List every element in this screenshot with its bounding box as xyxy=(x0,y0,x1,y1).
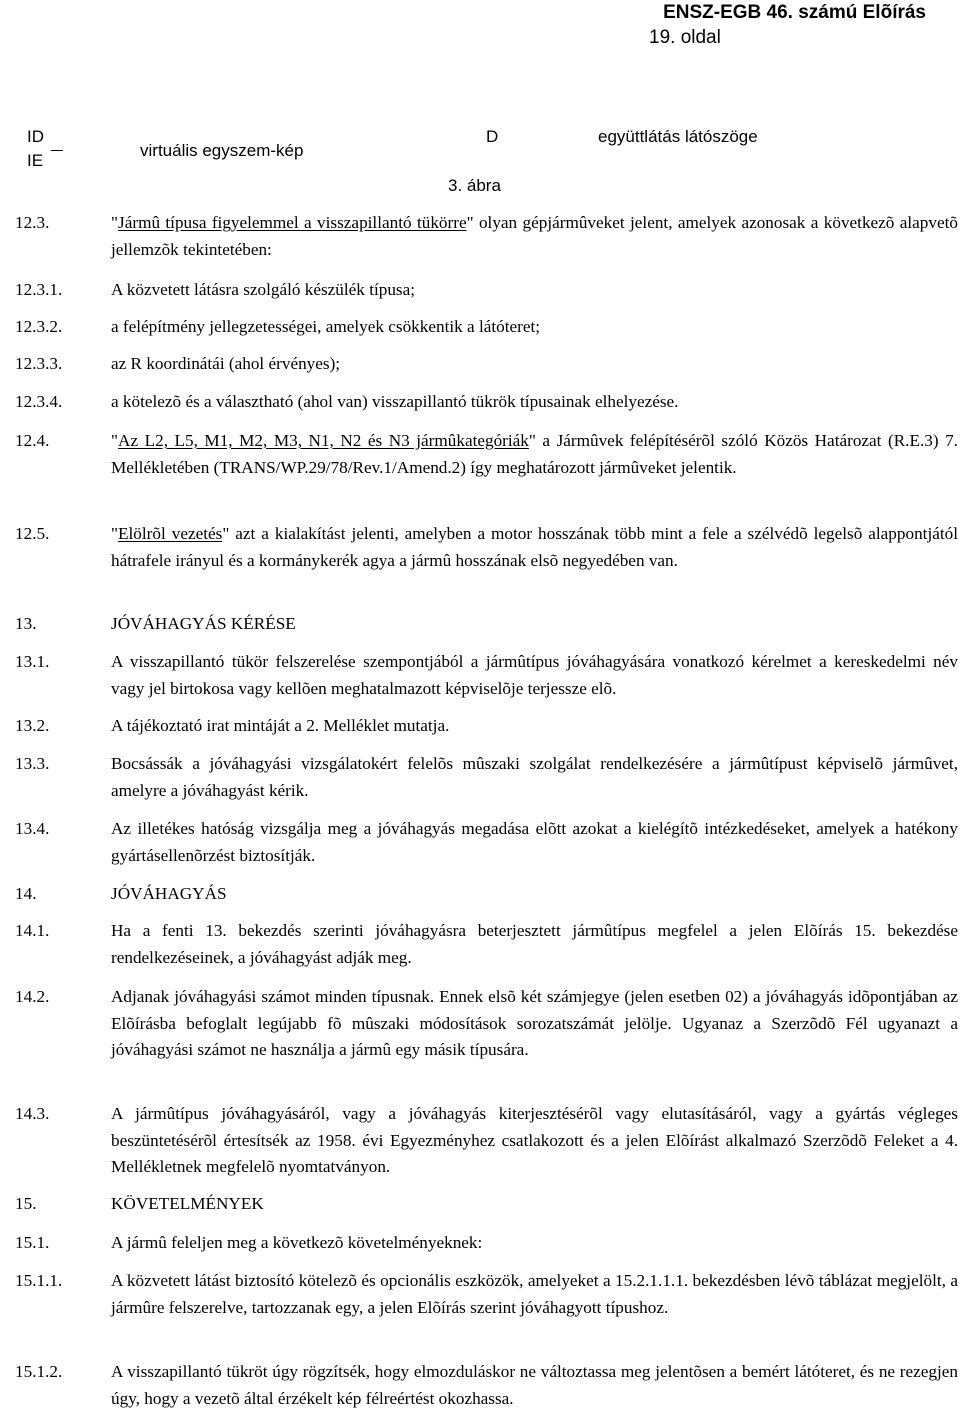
paragraph-number: 15.1.1. xyxy=(15,1271,63,1290)
paragraph-text: Az illetékes hatóság vizsgálja meg a jóváhagyás megadása elõtt azokat a kielégítõ intézkedéseket, amelyek a hatékony gyártásellenõrzést biztosítják. xyxy=(111,819,958,865)
section-heading: JÓVÁHAGYÁS xyxy=(111,884,227,903)
paragraph-number: 12.5. xyxy=(15,524,50,543)
paragraph-number: 15.1.2. xyxy=(15,1362,63,1381)
paragraph-number: 14.3. xyxy=(15,1104,50,1123)
paragraph-text: A visszapillantó tükör felszerelése szempontjából a jármûtípus jóváhagyására vonatkozó kérelmet a kereskedelmi név vagy jel birtokosa vagy kellõen meghatalmazott képviselõje terjessze elõ. xyxy=(111,652,958,698)
paragraph-text: A jármûtípus jóváhagyásáról, vagy a jóváhagyás kiterjesztésérõl vagy elutasításáról, vagy a gyártás végleges beszüntetésérõl értesítsék az 1958. évi Egyezményhez csatlakozott és a jelen Elõírást alkalmazó Szerzõdõ Feleket a 4. Mellékletnek megfelelõ nyomtatványon. xyxy=(111,1104,958,1177)
section-number: 15. xyxy=(15,1194,37,1213)
figure-label-binocular: együttlátás látószöge xyxy=(598,127,758,146)
paragraph-number: 12.3. xyxy=(15,213,50,232)
section-heading: JÓVÁHAGYÁS KÉRÉSE xyxy=(111,614,296,633)
paragraph-number: 13.2. xyxy=(15,716,50,735)
paragraph-text: A közvetett látásra szolgáló készülék típusa; xyxy=(111,280,416,299)
figure-dash xyxy=(51,150,63,151)
paragraph-text: A visszapillantó tükröt úgy rögzítsék, hogy elmozduláskor ne változtassa meg jelentõsen a bemért látóteret, és ne rezegjen úgy, hogy a vezetõ által érzékelt kép félreértést okozhassa. xyxy=(111,1362,958,1408)
paragraph-text: Adjanak jóváhagyási számot minden típusnak. Ennek elsõ két számjegye (jelen esetben 02) a jóváhagyás idõpontjában az Elõírásba befoglalt legújabb fõ mûszaki módosítások sorozatszámát jelölje. Ugyanaz a Szerzõdõ Fél ugyanazt a jóváhagyási számot ne használja a jármû egy másik típusára. xyxy=(111,987,958,1060)
figure-label-ie: IE xyxy=(27,151,44,170)
paragraph-text: A tájékoztató irat mintáját a 2. Melléklet mutatja. xyxy=(111,716,450,735)
paragraph-text: A közvetett látást biztosító kötelezõ és opcionális eszközök, amelyeket a 15.2.1.1.1. bekezdésben lévõ táblázat megjelölt, a jármûre felszerelve, tartozzanak egy, a jelen Elõírás szerint jóváhagyott típushoz. xyxy=(111,1271,958,1317)
paragraph-text: Bocsássák a jóváhagyási vizsgálatokért felelõs mûszaki szolgálat rendelkezésére a jármûtípust képviselõ jármûvet, amelyre a jóváhagyást kérik. xyxy=(111,754,958,800)
paragraph-text: az R koordinátái (ahol érvényes); xyxy=(111,354,341,373)
figure-label-id: ID xyxy=(27,127,44,146)
figure-label-virtual: virtuális egyszem-kép xyxy=(140,141,304,160)
paragraph-text: "Az L2, L5, M1, M2, M3, N1, N2 és N3 jármûkategóriák" a Jármûvek felépítésérõl szóló Közös Határozat (R.E.3) 7. Mellékletében (TRANS/WP.29/78/Rev.1/Amend.2) így meghatározott jármûveket jelentik. xyxy=(111,431,958,477)
paragraph-text: a felépítmény jellegzetességei, amelyek csökkentik a látóteret; xyxy=(111,317,541,336)
paragraph-text: A jármû feleljen meg a következõ követelményeknek: xyxy=(111,1233,483,1252)
section-heading: KÖVETELMÉNYEK xyxy=(111,1194,264,1213)
paragraph-number: 13.1. xyxy=(15,652,50,671)
paragraph-text: Ha a fenti 13. bekezdés szerinti jóváhagyásra beterjesztett jármûtípus megfelel a jelen Elõírás 15. bekezdése rendelkezéseinek, a jóváhagyást adják meg. xyxy=(111,921,958,967)
paragraph-number: 12.3.1. xyxy=(15,280,63,299)
defined-term: Az L2, L5, M1, M2, M3, N1, N2 és N3 jármûkategóriák xyxy=(118,431,529,450)
paragraph-number: 13.4. xyxy=(15,819,50,838)
paragraph-number: 15.1. xyxy=(15,1233,50,1252)
section-number: 14. xyxy=(15,884,37,903)
figure-label-d: D xyxy=(486,127,499,146)
paragraph-number: 12.3.3. xyxy=(15,354,63,373)
paragraph-text: "Elölrõl vezetés" azt a kialakítást jelenti, amelyben a motor hosszának több mint a fele a szélvédõ legelsõ alappontjától hátrafele irányul és a kormánykerék agya a jármû hosszának elsõ negyedében van. xyxy=(111,524,959,570)
defined-term: Jármû típusa figyelemmel a visszapillantó tükörre xyxy=(118,213,467,232)
page-number: 19. oldal xyxy=(649,27,721,48)
defined-term: Elölrõl vezetés xyxy=(118,524,223,543)
figure-caption: 3. ábra xyxy=(448,176,501,195)
paragraph-text: a kötelezõ és a választható (ahol van) visszapillantó tükrök típusainak elhelyezése. xyxy=(111,392,679,411)
paragraph-number: 14.2. xyxy=(15,987,50,1006)
paragraph-number: 12.3.4. xyxy=(15,392,63,411)
paragraph-number: 12.3.2. xyxy=(15,317,63,336)
paragraph-text: "Jármû típusa figyelemmel a visszapillantó tükörre" olyan gépjármûveket jelent, amelyek azonosak a következõ alapvetõ jellemzõk tekintetében: xyxy=(111,213,958,259)
document-title: ENSZ-EGB 46. számú Elõírás xyxy=(663,2,926,23)
paragraph-number: 14.1. xyxy=(15,921,50,940)
paragraph-number: 13.3. xyxy=(15,754,50,773)
paragraph-number: 12.4. xyxy=(15,431,50,450)
section-number: 13. xyxy=(15,614,37,633)
